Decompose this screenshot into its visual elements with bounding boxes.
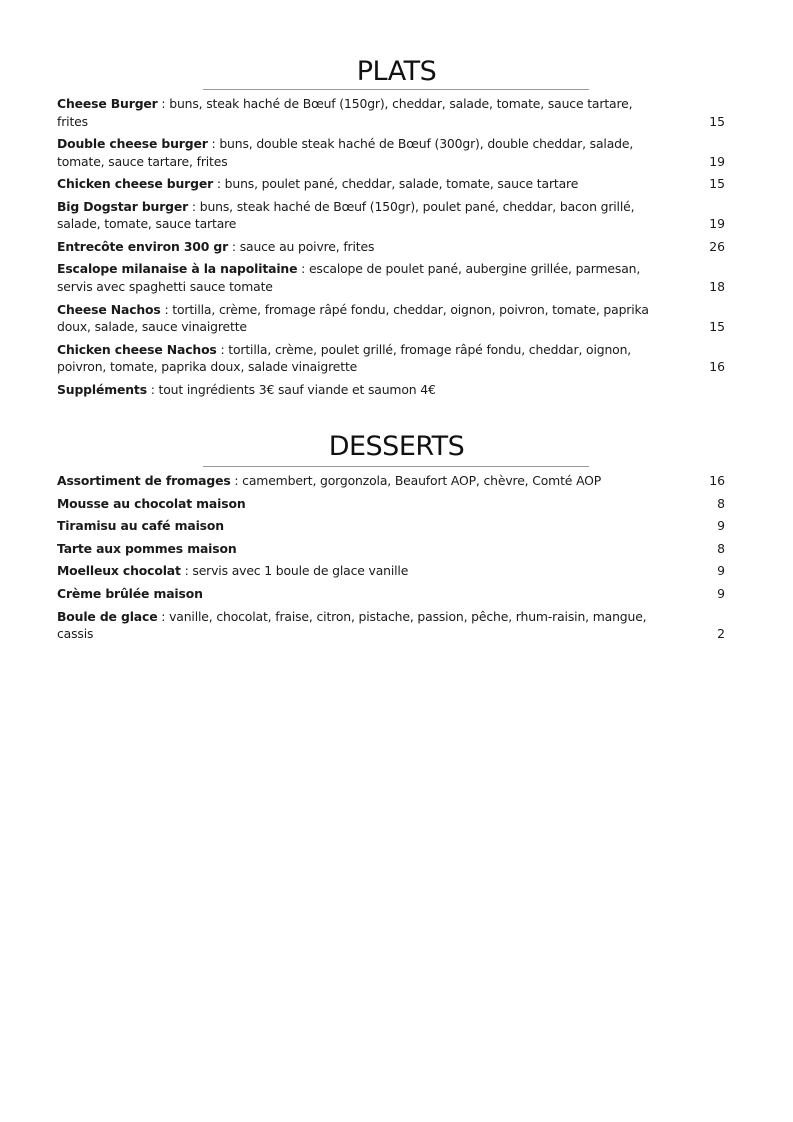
menu-item <box>57 540 725 558</box>
menu-item-text <box>57 198 653 233</box>
menu-item-price: 9 <box>717 585 725 601</box>
menu-item <box>57 472 725 490</box>
menu-item-name: Assortiment de fromages <box>57 473 231 488</box>
menu-item <box>57 517 725 535</box>
menu-item-price: 15 <box>709 176 725 192</box>
menu-item <box>57 198 725 233</box>
menu-item-description: : tortilla, crème, fromage râpé fondu, cheddar, oignon, poivron, tomate, paprika doux, salade, sauce vinaigrette <box>57 301 649 335</box>
menu-item <box>57 135 725 170</box>
menu-item-text <box>57 238 653 256</box>
menu-item-price: 16 <box>709 359 725 375</box>
menu-item-description: : vanille, chocolat, fraise, citron, pistache, passion, pêche, rhum-raisin, mangue, cassis <box>57 608 647 642</box>
plats-list <box>57 95 725 403</box>
menu-item-text <box>57 608 653 643</box>
menu-item-description: : buns, double steak haché de Bœuf (300gr), double cheddar, salade, tomate, sauce tartare, frites <box>57 136 634 169</box>
menu-item-name: Escalope milanaise à la napolitaine <box>57 261 298 277</box>
menu-item-text <box>57 585 653 603</box>
menu-item <box>57 95 725 130</box>
menu-item-text <box>57 517 653 535</box>
menu-item-text <box>57 381 653 399</box>
menu-item-text <box>57 341 653 376</box>
menu-item <box>57 260 725 295</box>
menu-item <box>57 238 725 256</box>
menu-item-text <box>57 301 653 336</box>
menu-item-description: : tout ingrédients 3€ sauf viande et saumon 4€ <box>146 381 436 397</box>
menu-item-description: : tortilla, crème, poulet grillé, fromage râpé fondu, cheddar, oignon, poivron, tomate, paprika doux, salade vinaigrette <box>57 341 632 375</box>
menu-item-description: : escalope de poulet pané, aubergine grillée, parmesan, servis avec spaghetti sauce tomate <box>57 261 641 294</box>
menu-item <box>57 585 725 603</box>
menu-item-price: 19 <box>709 216 725 232</box>
menu-item-name: Moelleux chocolat <box>57 563 181 579</box>
menu-item-name: Suppléments <box>57 381 147 397</box>
menu-item-name: Big Dogstar burger <box>57 198 189 214</box>
menu-item-text <box>57 175 653 193</box>
menu-item-text <box>57 135 653 170</box>
menu-item-price: 9 <box>717 518 725 534</box>
menu-item <box>57 608 725 643</box>
section-title-desserts: DESSERTS <box>328 431 465 462</box>
menu-item-name: Crème brûlée maison <box>57 585 203 601</box>
menu-item-price: 15 <box>709 319 725 335</box>
menu-item-price: 19 <box>709 153 725 169</box>
menu-item-text <box>57 260 653 295</box>
menu-item-text <box>57 495 653 513</box>
menu-item-price: 18 <box>709 278 725 294</box>
menu-item-price: 9 <box>717 563 725 579</box>
menu-item-name: Double cheese burger <box>57 136 208 152</box>
section-divider-desserts <box>203 466 589 467</box>
menu-item-name: Mousse au chocolat maison <box>57 495 246 511</box>
menu-item-name: Boule de glace <box>57 608 158 624</box>
desserts-list <box>57 472 725 648</box>
menu-item-name: Cheese Burger <box>57 96 158 111</box>
menu-item <box>57 175 725 193</box>
menu-item <box>57 301 725 336</box>
menu-item <box>57 562 725 580</box>
menu-item-price: 2 <box>717 626 725 642</box>
menu-item-description: : buns, steak haché de Bœuf (150gr), poulet pané, cheddar, bacon grillé, salade, tomate, sauce tartare <box>57 198 635 232</box>
menu-item <box>57 341 725 376</box>
menu-item-price: 8 <box>717 540 725 556</box>
menu-item-price: 16 <box>709 473 725 488</box>
menu-item-text <box>57 562 653 580</box>
menu-item-text <box>57 540 653 558</box>
menu-item-price: 15 <box>709 113 725 129</box>
menu-item-description: : sauce au poivre, frites <box>228 238 375 254</box>
section-title-plats: PLATS <box>356 56 437 87</box>
menu-item-name: Chicken cheese Nachos <box>57 341 217 357</box>
menu-item-name: Chicken cheese burger <box>57 176 214 192</box>
menu-item-text <box>57 472 653 490</box>
menu-item-description: : servis avec 1 boule de glace vanille <box>180 563 409 579</box>
menu-item <box>57 381 725 399</box>
menu-item-name: Tiramisu au café maison <box>57 518 224 534</box>
menu-item-description: : buns, poulet pané, cheddar, salade, tomate, sauce tartare <box>213 176 579 192</box>
menu-item-description: : buns, steak haché de Bœuf (150gr), cheddar, salade, tomate, sauce tartare, frites <box>57 96 633 129</box>
menu-item-text <box>57 95 653 130</box>
menu-item-name: Tarte aux pommes maison <box>57 540 237 556</box>
menu-item-description: : camembert, gorgonzola, Beaufort AOP, chèvre, Comté AOP <box>230 473 602 488</box>
menu-item-price: 8 <box>717 495 725 511</box>
menu-item-price: 26 <box>709 238 725 254</box>
menu-item-name: Cheese Nachos <box>57 301 161 317</box>
menu-item-name: Entrecôte environ 300 gr <box>57 238 229 254</box>
section-divider-plats <box>203 89 589 90</box>
menu-item <box>57 495 725 513</box>
